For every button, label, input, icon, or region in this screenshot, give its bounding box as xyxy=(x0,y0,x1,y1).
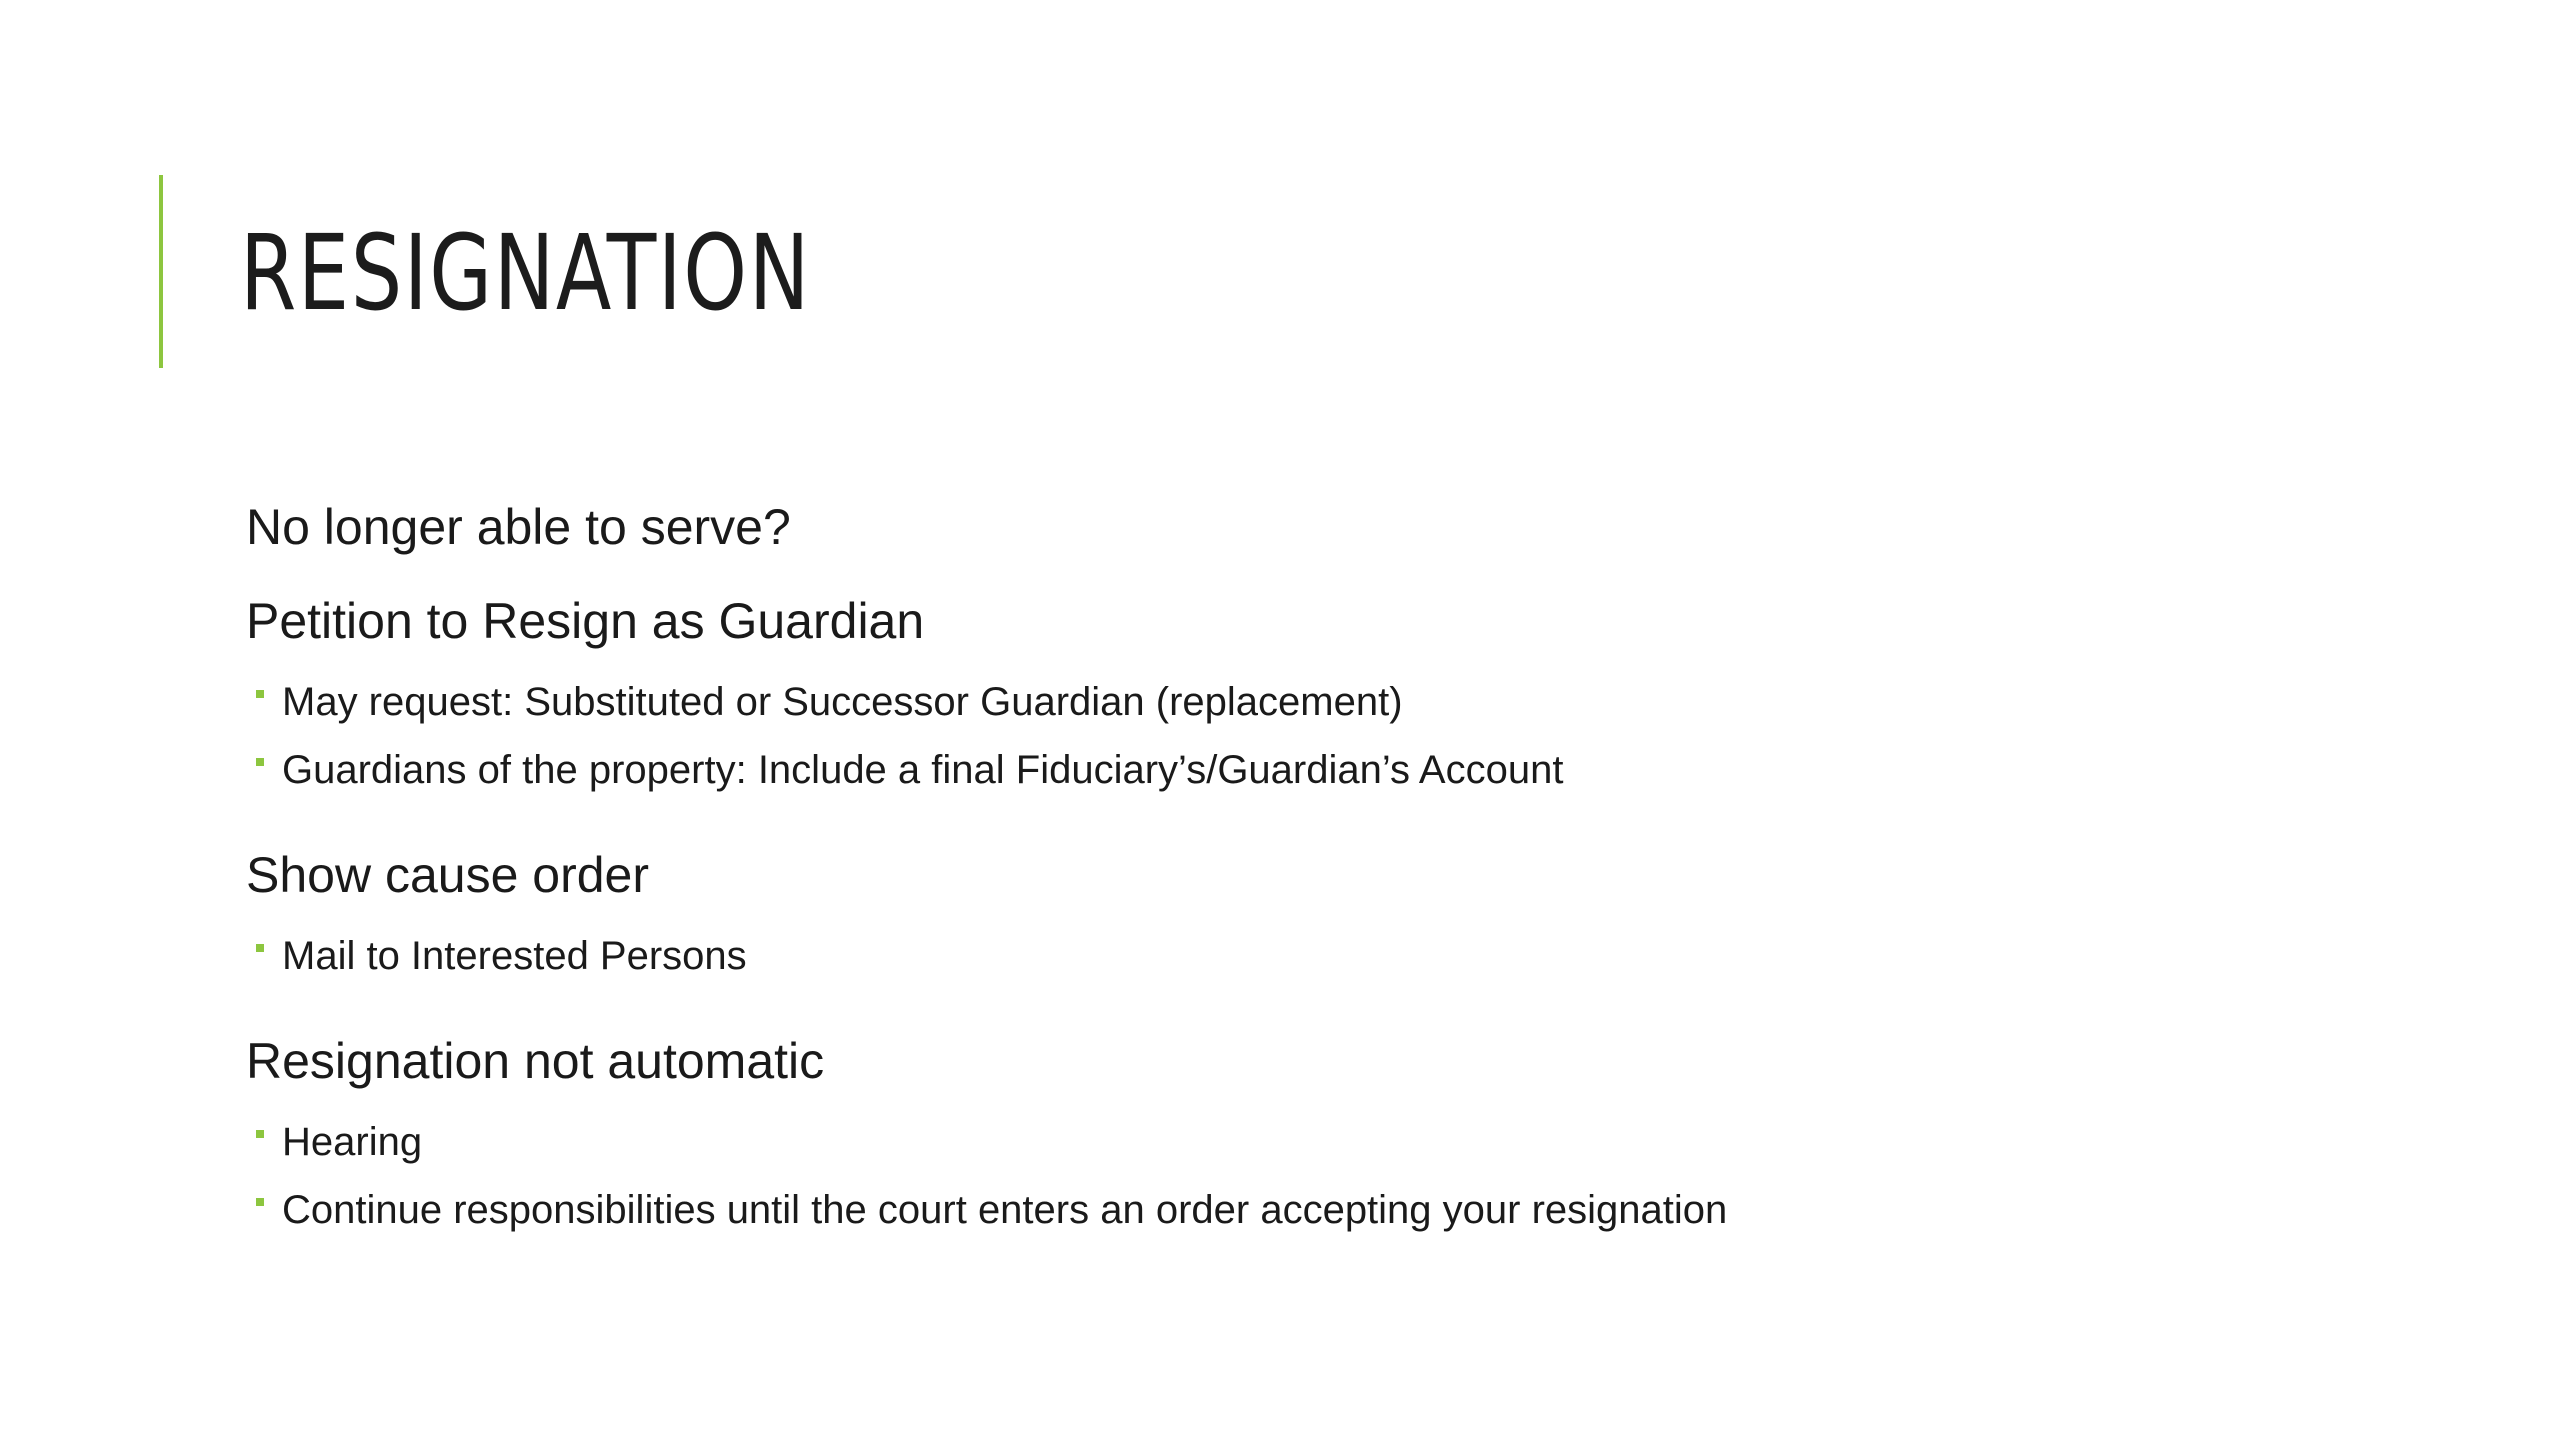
square-bullet-icon xyxy=(256,1130,264,1138)
bullet-text: Hearing xyxy=(282,1120,423,1164)
section-heading: Petition to Resign as Guardian xyxy=(246,593,925,649)
slide-content xyxy=(246,480,2346,1268)
square-bullet-icon xyxy=(256,758,264,766)
section-heading: No longer able to serve? xyxy=(246,499,791,555)
bullet-item xyxy=(246,1108,2346,1176)
bullet-item xyxy=(246,1176,2346,1244)
section-petition-to-resign xyxy=(246,574,2346,804)
section-show-cause-order xyxy=(246,828,2346,990)
section-heading: Show cause order xyxy=(246,847,650,903)
bullet-item xyxy=(246,922,2346,990)
slide-title: RESIGNATION xyxy=(240,212,811,334)
bullet-text: May request: Substituted or Successor Guardian (replacement) xyxy=(282,680,1403,724)
section-heading: Resignation not automatic xyxy=(246,1033,825,1089)
square-bullet-icon xyxy=(256,1198,264,1206)
bullet-list xyxy=(246,668,2346,804)
square-bullet-icon xyxy=(256,690,264,698)
bullet-item xyxy=(246,736,2346,804)
bullet-list xyxy=(246,922,2346,990)
section-no-longer-able xyxy=(246,480,2346,574)
bullet-list xyxy=(246,1108,2346,1244)
title-accent-bar xyxy=(159,175,163,368)
bullet-text: Guardians of the property: Include a final Fiduciary’s/Guardian’s Account xyxy=(282,748,1564,792)
bullet-text: Continue responsibilities until the court enters an order accepting your resignation xyxy=(282,1188,1728,1232)
section-resignation-not-automatic xyxy=(246,1014,2346,1244)
square-bullet-icon xyxy=(256,944,264,952)
bullet-text: Mail to Interested Persons xyxy=(282,934,747,978)
bullet-item xyxy=(246,668,2346,736)
